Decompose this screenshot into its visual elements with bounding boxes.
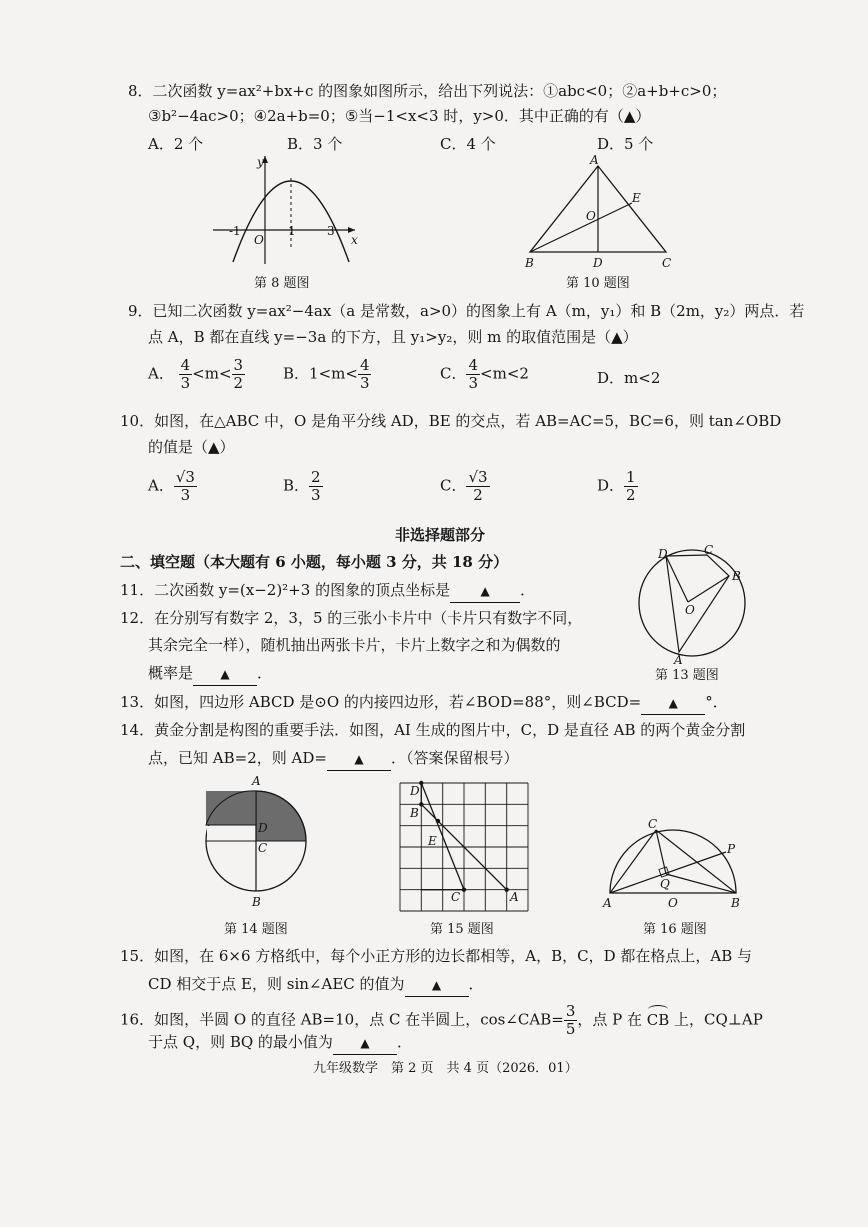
q9-a-mid: <m< (192, 364, 232, 383)
fig10-label-b: B (525, 256, 534, 270)
fig14-label-c: C (258, 841, 268, 855)
q8-line2: ③b²−4ac>0；④2a+b=0；⑤当−1<x<3 时，y>0．其中正确的有（▲） (148, 107, 651, 125)
q12-line2: 其余完全一样），随机抽出两张卡片，卡片上数字之和为偶数的 (148, 636, 561, 654)
q9-a-frac1: $\frac{4}{3}$ (180, 356, 191, 392)
q14-tail: ．（答案保留根号） (390, 749, 519, 767)
fig14-caption: 第 14 题图 (224, 922, 288, 937)
q8-line1: 8．二次函数 y=ax²+bx+c 的图象如图所示，给出下列说法：①abc<0；②a+b+c>0； (128, 82, 727, 100)
q15-grid-figure (398, 775, 533, 913)
q10-d-frac: $\frac{1}{2}$ (626, 468, 636, 504)
fig16-label-q: Q (660, 877, 670, 891)
q10-b-label: B． (283, 476, 310, 495)
fig15-caption: 第 15 题图 (430, 922, 494, 937)
fig13-label-b: B (732, 569, 741, 583)
q16-tail: ． (396, 1033, 412, 1051)
q14-golden-circle-figure (195, 772, 320, 910)
q16-frac: $\frac{3}{5}$ (565, 1002, 576, 1038)
q9-line1: 9．已知二次函数 y=ax²−4ax（a 是常数，a>0）的图象上有 A（m，y₁）和 B（2m，y₂）两点．若 (128, 302, 805, 320)
q8-option-d: D．5 个 (597, 135, 654, 153)
q14-line1: 14．黄金分割是构图的重要手法．如图，AI 生成的图片中，C，D 是直径 AB 的两个黄金分割 (120, 721, 746, 739)
q9-b-text: B．1<m< (283, 364, 358, 383)
fig10-caption: 第 10 题图 (566, 276, 630, 291)
fig14-label-d: D (258, 821, 268, 835)
fig15-label-b: B (410, 806, 419, 820)
q10-option-b (283, 469, 323, 504)
q16-line1c: 上，CQ⊥AP (669, 1010, 763, 1029)
fig16-label-b: B (731, 896, 740, 910)
q9-option-d: D．m<2 (597, 369, 661, 387)
origin-label: O (254, 233, 264, 247)
q10-option-c (440, 469, 490, 504)
fig10-label-a: A (590, 153, 599, 167)
fig16-label-o: O (668, 896, 678, 910)
fig13-label-o: O (685, 603, 695, 617)
fig10-label-e: E (632, 191, 641, 205)
q9-c-label: C． (440, 364, 467, 383)
q9-b-frac: $\frac{4}{3}$ (359, 356, 370, 392)
q15-line1: 15．如图，在 6×6 方格纸中，每个小正方形的边长都相等，A，B，C，D 都在格点上，AB 与 (120, 947, 753, 965)
q10-c-label: C． (440, 476, 467, 495)
fig16-label-p: P (727, 842, 736, 856)
q13 (120, 691, 728, 715)
fig10-label-d: D (593, 256, 603, 270)
fig16-label-c: C (648, 817, 658, 831)
q9-line2: 点 A，B 都在直线 y=−3a 的下方，且 y₁>y₂，则 m 的取值范围是（▲） (148, 328, 638, 346)
q10-line1: 10．如图，在△ABC 中，O 是角平分线 AD，BE 的交点，若 AB=AC=5，BC=6，则 tan∠OBD (120, 412, 782, 430)
fig16-caption: 第 16 题图 (643, 922, 707, 937)
q10-b-frac: $\frac{2}{3}$ (311, 468, 321, 504)
tick-1: 1 (288, 224, 296, 238)
q10-c-frac: $\frac{√3}{2}$ (468, 468, 488, 504)
q15-tail: ． (468, 975, 484, 993)
q8-option-b: B．3 个 (287, 135, 343, 153)
q10-option-a (148, 469, 197, 504)
q10-d-label: D． (597, 476, 625, 495)
q10-triangle-figure (520, 152, 680, 272)
axis-x-label: x (351, 233, 358, 247)
q9-c-frac: $\frac{4}{3}$ (468, 356, 479, 392)
q10-option-d (597, 469, 638, 504)
q14-line2-text: 点，已知 AB=2，则 AD= (148, 749, 327, 767)
q11-text: 11．二次函数 y=(x−2)²+3 的图象的顶点坐标是 (120, 581, 451, 599)
section-heading: 二、填空题（本大题有 6 小题，每小题 3 分，共 18 分） (120, 553, 509, 571)
q10-line2: 的值是（▲） (148, 438, 235, 456)
fig14-label-a: A (252, 774, 261, 788)
q8-parabola-figure (205, 152, 365, 267)
fig10-label-c: C (662, 256, 672, 270)
fig10-label-o: O (586, 209, 596, 223)
q12-blank: ▲ (193, 662, 257, 686)
q16-line2-text: 于点 Q，则 BQ 的最小值为 (148, 1033, 333, 1051)
q9-option-a (148, 357, 245, 392)
page-footer: 九年级数学 第 2 页 共 4 页（2026．01） (313, 1061, 578, 1076)
q10-a-frac: $\frac{√3}{3}$ (175, 468, 195, 504)
q14-line2 (148, 747, 518, 771)
q12-tail: ． (257, 664, 273, 682)
fig15-label-c: C (451, 890, 461, 904)
fig16-label-a: A (603, 896, 612, 910)
q16-blank: ▲ (333, 1031, 397, 1055)
fig8-caption: 第 8 题图 (254, 276, 310, 291)
q15-blank: ▲ (405, 973, 469, 997)
section-title: 非选择题部分 (395, 526, 486, 544)
q9-a-frac2: $\frac{3}{2}$ (233, 356, 244, 392)
q16-arc-cb: CB (647, 1009, 670, 1031)
q11-tail: ． (520, 581, 536, 599)
q12-line1: 12．在分别写有数字 2，3，5 的三张小卡片中（卡片只有数字不同， (120, 609, 583, 627)
fig15-label-d: D (410, 784, 420, 798)
fig15-label-a: A (510, 890, 519, 904)
q9-c-rest: <m<2 (480, 364, 529, 383)
fig13-label-a: A (674, 653, 683, 667)
fig13-label-d: D (658, 547, 668, 561)
q8-option-c: C．4 个 (440, 135, 496, 153)
fig14-label-b: B (252, 895, 261, 909)
q12-line3 (148, 662, 272, 686)
q16-line1a: 16．如图，半圆 O 的直径 AB=10，点 C 在半圆上，cos∠CAB= (120, 1010, 564, 1029)
q13-circle-figure (632, 540, 762, 670)
q13-text: 13．如图，四边形 ABCD 是⊙O 的内接四边形，若∠BOD=88°，则∠BCD= (120, 693, 642, 711)
q9-a-label: A． (148, 364, 174, 383)
tick-neg1: -1 (229, 224, 241, 238)
fig13-label-c: C (704, 543, 714, 557)
q9-option-c (440, 357, 529, 392)
q11 (120, 579, 535, 603)
q12-line3-text: 概率是 (148, 664, 194, 682)
q15-line2-text: CD 相交于点 E，则 sin∠AEC 的值为 (148, 975, 405, 993)
q11-blank: ▲ (450, 579, 520, 603)
q15-line2 (148, 973, 484, 997)
q13-tail: °． (705, 693, 728, 711)
q16-line2 (148, 1031, 412, 1055)
q13-blank: ▲ (641, 691, 705, 715)
axis-y-label: y (257, 155, 264, 169)
q14-blank: ▲ (327, 747, 391, 771)
q8-option-a: A．2 个 (148, 135, 204, 153)
q9-option-b (283, 357, 371, 392)
fig13-caption: 第 13 题图 (655, 668, 719, 683)
q16-line1b: ，点 P 在 (577, 1010, 647, 1029)
tick-3: 3 (327, 224, 335, 238)
fig15-label-e: E (428, 834, 437, 848)
q16-semicircle-figure (600, 810, 748, 910)
q10-a-label: A． (148, 476, 174, 495)
